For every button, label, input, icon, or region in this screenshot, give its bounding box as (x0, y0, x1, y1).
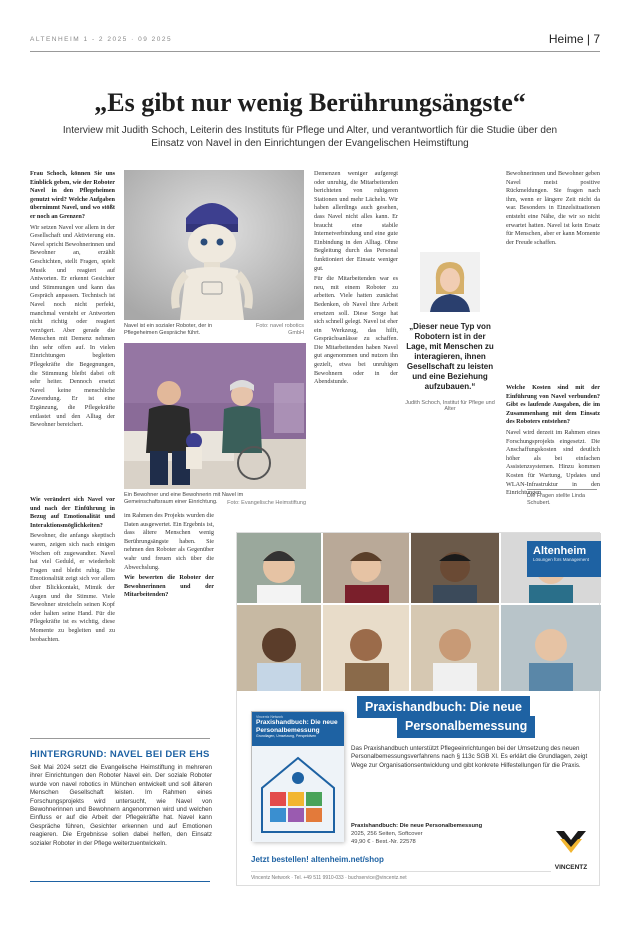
background-box-title: HINTERGRUND: NAVEL BEI DER EHS (30, 749, 210, 760)
answer-1: Wir setzen Navel vor allem in der Gesellschaft und Aktivierung ein. Navel spricht Bewohnerinnen und Bewohner an, erzählt Geschichten, stellt Fragen, spielt Musik und reagiert auf Antworten. Er erkennt Gesichter und Stimmungen und kann das Gespräch anpassen. Technisch ist Navel noch nicht perfekt, manchmal versteht er Antworten nicht richtig oder reagiert verzögert. Aber gerade die Menschen mit Demenz nehmen ihn sehr offen auf. In vielen Einrichtungen begleiten Pflegekräfte die Begegnungen, die Stimmung bleibt dabei oft sehr heiter. Dennoch ersetzt Navel keine menschliche Zuwendung. Er ist eine Ergänzung, die Pflegekräfte entlastet und den Alltag der Bewohner bereichert. (30, 223, 115, 429)
residents-illustration (124, 343, 306, 489)
answer-5: Bewohnerinnen und Bewohner geben Navel meist positive Rückmeldungen. Sie fragen nach ihm, wenn er längere Zeit nicht da war. Besonders in Einzelsituationen entsteht eine Nähe, die wir so nicht erwartet hatten. Navel ist kein Ersatz für Menschen, aber er kann Momente der Freude schaffen. (506, 170, 600, 246)
banner-line-2: Personalbemessung (397, 716, 535, 738)
ad-book-details (351, 823, 551, 846)
divider (30, 738, 210, 739)
answer-3: Demenzen weniger aufgeregt oder unruhig, die Mitarbeitenden berichteten von ruhigeren Stationen und mehr Lächeln. Wir haben allerdings auch gesehen, dass Navel nicht alles kann. Er braucht eine stabile Internetverbindung und eine gute Einbindung in den Alltag. Ohne Begleitung durch das Personal funktioniert der Einsatz weniger gut. (314, 170, 398, 272)
answer-4: im Rahmen des Projekts wurden die Daten ausgewertet. Ein Ergebnis ist, dass ältere Menschen wenig Berührungsängste haben. Sie nehmen den Roboter als Gegenüber wahr und freuen sich über die Abwechslung. (124, 512, 214, 571)
shop-link[interactable]: Jetzt bestellen! altenheim.net/shop (251, 855, 384, 864)
ad-description: Das Praxishandbuch unterstützt Pflegeeinrichtungen bei der Umsetzung des neuen Personalbemessungsverfahrens nach § 113c SGB XI. Es erklärt die Grundlagen, zeigt Wege zur Organisationsentwicklung und gibt konkrete Hilfestellungen für die Praxis. (351, 745, 588, 769)
question-2: Wie verändert sich Navel vor und nach der Einführung in Bezug auf Emotionalität und Interaktionsmöglichkeiten? (30, 496, 115, 529)
vincentz-logo: VINCENTZ (549, 831, 593, 871)
pull-quote: „Dieser neue Typ von Robotern ist in der Lage, mit Menschen zu interagieren, ihnen Gesellschaft zu leisten und eine Beziehung aufzubauen.“ (406, 322, 494, 391)
question-5: Welche Kosten sind mit der Einführung von Navel verbunden? Gibt es laufende Ausgaben, die im Zusammenhang mit dem Einsatz des Roboters entstehen? (506, 384, 600, 426)
banner-line-1: Praxishandbuch: Die neue (357, 696, 530, 718)
divider (30, 881, 210, 882)
answer-6: Navel wird derzeit im Rahmen eines Forschungsprojekts eingesetzt. Die Anschaffungskosten sind deutlich höher als bei einfachen Assistenzsystemen. Hinzu kommen Kosten für Wartung, Updates und WLAN-Infrastruktur in den Einrichtungen. (506, 428, 600, 497)
photo1-caption: Navel ist ein sozialer Roboter, der in Pflegeheimen Gespräche führt. (124, 323, 213, 336)
answer-3b: Für die Mitarbeitenden war es neu, mit einem Roboter zu arbeiten. Viele hatten zunächst Bedenken, ob Navel ihre Arbeit ersetzen soll. Diese Sorge hat sich schnell gelegt. Navel ist eher ein Werkzeug, das hilft, Gesprächsanlässe zu schaffen. Die Mitarbeitenden haben Navel gut angenommen und nutzen ihn gezielt, etwa bei unruhigen Bewohnern oder in der Abendstunde. (314, 275, 398, 386)
book-cover-header: Vincentz Network Praxishandbuch: Die neue Personalbemessung Grundlagen, Umsetzung, Perspektiven (252, 712, 344, 746)
quote-attribution: Judith Schoch, Institut für Pflege und Alter (405, 400, 495, 412)
question-4: Wie bewerten die Roboter der Bewohnerinnen und der Mitarbeitenden? (124, 574, 214, 599)
robot-photo (124, 170, 304, 320)
masthead (30, 34, 600, 52)
background-box-text: Seit Mai 2024 setzt die Evangelische Heimstiftung in mehreren ihrer Einrichtungen den Roboter Navel ein. Der soziale Roboter wurde von navel robotics in München entwickelt und soll älteren Menschen Gesellschaft leisten. Im Rahmen eines Forschungsprojekts wird untersucht, wie Navel von Bewohnerinnen und Bewohnern angenommen wird und welchen Einfluss er auf die Arbeit der Pflegekräfte hat. Navel kann Gespräche führen, Gesichter erkennen und auf Emotionen reagieren. Die Ergebnisse sollen dabei helfen, den Einsatz sozialer Roboter in der Pflege weiterzuentwickeln. (30, 764, 212, 847)
photo2-caption: Ein Bewohner und eine Bewohnerin mit Navel im Gemeinschaftsraum einer Einrichtung. (124, 492, 244, 505)
article-column-1 (30, 170, 115, 494)
ad-details-meta: 2025, 256 Seiten, Softcover (351, 830, 423, 837)
puzzle-house-icon (252, 746, 344, 842)
advertisement[interactable] (236, 532, 600, 886)
robot-illustration (124, 170, 304, 320)
altenheim-logo: Altenheim Lösungen fürs Management (527, 541, 601, 577)
photo2-credit: Foto: Evangelische Heimstiftung (227, 500, 306, 506)
headline: „Es gibt nur wenig Berührungsängste“ (94, 88, 526, 117)
ad-details-title: Praxishandbuch: Die neue Personalbemessung (351, 823, 483, 829)
issue-info: ALTENHEIM 1 - 2 2025 · 09 2025 (30, 36, 173, 43)
question-1: Frau Schoch, können Sie uns Einblick geben, wie der Roboter Navel in den Pflegeheimen genutzt wird? Welche Aufgaben übernimmt Navel, und wo stößt er noch an Grenzen? (30, 170, 115, 220)
ad-footer: Vincentz Network · Tel. +49 511 9910-033 · buchservice@vincentz.net (251, 871, 551, 881)
section-page-label: Heime | 7 (548, 32, 600, 46)
article-column-4b (506, 384, 600, 497)
portrait-illustration (420, 252, 480, 312)
residents-photo (124, 343, 306, 489)
vincentz-chevron-icon (556, 831, 586, 857)
article-column-2b (124, 512, 214, 724)
portrait-photo (420, 252, 480, 312)
article-column-1b (30, 496, 115, 724)
intro-text: Interview mit Judith Schoch, Leiterin des Instituts für Pflege und Alter, und verantwortlich für die Studie über den Einsatz von Navel in den Einrichtungen der Evangelischen Heimstiftung (62, 125, 558, 149)
answer-2: Bewohner, die anfangs skeptisch waren, zeigen sich nach einigen Wochen oft zugewandter. Navel hat viel Geduld, er wiederholt Fragen und bleibt ruhig. Die Emotionalität zeigt sich vor allem über Blickkontakt, Mimik der Augen und die Stimme. Viele Bewohner streicheln seinen Kopf oder halten seine Hand. Für die Pflegekräfte ist es wichtig, diese Momente zu begleiten und zu beobachten. (30, 532, 115, 643)
photo1-credit: Foto: navel robotics GmbH (256, 323, 304, 336)
article-column-3 (314, 170, 398, 540)
book-cover[interactable] (251, 711, 343, 841)
ad-details-price: 49,90 € · Best.-Nr. 22578 (351, 838, 416, 845)
article-column-4 (506, 170, 600, 380)
ad-banner (357, 696, 583, 736)
author-note: Die Fragen stellte Linda Schubert. (527, 489, 597, 507)
